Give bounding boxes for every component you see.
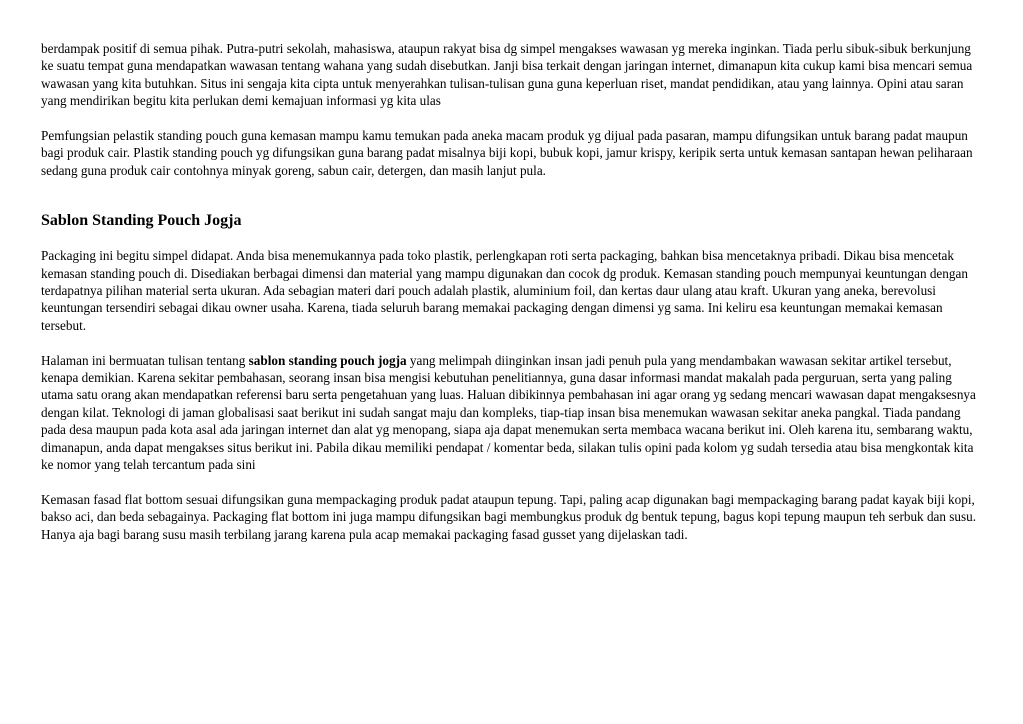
paragraph-halaman [41, 352, 981, 474]
section-heading: Sablon Standing Pouch Jogja [41, 212, 242, 230]
paragraph-kemasan: Kemasan fasad flat bottom sesuai difungsikan guna mempackaging produk padat ataupun tepung. Tapi, paling acap digunakan bagi mempackaging barang padat kayak biji kopi, bakso aci, dan beda sebagainya. Packaging flat bottom ini juga mampu difungsikan bagi membungkus produk dg bentuk tepung, bagus kopi tepung maupun teh serbuk dan susu. Hanya aja bagi barang susu masih terbilang jarang karena pula acap memakai packaging fasad gusset yang dijelaskan tadi. [41, 491, 977, 542]
paragraph-packaging: Packaging ini begitu simpel didapat. Anda bisa menemukannya pada toko plastik, perlengkapan roti serta packaging, bahkan bisa mencetaknya pribadi. Dikau bisa mencetak kemasan standing pouch di. Disediakan berbagai dimensi dan material yang mampu digunakan dan cocok dg produk. Kemasan standing pouch mempunyai keuntungan dengan terdapatnya pilihan material serta ukuran. Ada sebagian materi dari pouch adalah plastik, aluminium foil, dan kertas daur ulang atau kraft. Ukuran yang aneka, berevolusi keuntungan tersendiri sebagai dikau owner usaha. Karena, tiada seluruh barang memakai packaging dengan dimensi yg sama. Ini keliru esa keuntungan memakai kemasan tersebut. [41, 248, 968, 333]
document-page [41, 40, 981, 561]
keyword-bold: sablon standing pouch jogja [248, 352, 407, 368]
paragraph-intro: berdampak positif di semua pihak. Putra-putri sekolah, mahasiswa, ataupun rakyat bisa dg simpel mengakses wawasan yg mereka inginkan. Tiada perlu sibuk-sibuk berkunjung ke suatu tempat guna mendapatkan wawasan tentang wahana yang sudah disebutkan. Janji bisa terkait dengan jaringan internet, dimanapun kita cukup kami bisa mencari semua wawasan yang kita butuhkan. Situs ini sengaja kita cipta untuk menyerahkan tulisan-tulisan guna guna keperluan riset, mandat pendidikan, atau yang lainnya. Opini atau saran yang mendirikan begitu kita perlukan demi kemajuan informasi yg kita ulas [41, 41, 973, 109]
paragraph-pemfungsian: Pemfungsian pelastik standing pouch guna kemasan mampu kamu temukan pada aneka macam produk yg dijual pada pasaran, mampu difungsikan untuk barang padat maupun bagi produk cair. Plastik standing pouch yg difungsikan guna barang padat misalnya biji kopi, bubuk kopi, jamur krispy, keripik serta untuk kemasan santapan hewan peliharaan sedang guna produk cair contohnya minyak goreng, sabun cair, detergen, dan masih lanjut pula. [41, 128, 973, 178]
paragraph-halaman-rest: yang melimpah diinginkan insan jadi penuh pula yang mendambakan wawasan sekitar artikel tersebut, kenapa demikian. Karena sekitar pembahasan, seorang insan bisa mengisi kebutuhan penelitiannya, guna dasar informasi mandat makalah pada perguruan, serta yang paling utama satu orang akan mendapatkan referensi baru serta pengetahuan yang luas. Haluan dibikinnya pembahasan ini agar orang yg sedang mencari wawasan dapat mengaksesnya dengan kilat. Teknologi di jaman globalisasi saat berikut ini sudah sangat maju dan kompleks, tiap-tiap insan bisa menemukan wawasan sekitar aneka pangkal. Tiada pandang pada desa maupun pada kota asal ada jaringan internet dan alat yg menopang, siapa aja dapat menemukan serta membaca wacana berikut ini. Oleh karena itu, sembarang waktu, dimanapun, anda dapat mengakses situs berikut ini. Pabila dikau memiliki pendapat / komentar beda, silakan tulis opini pada kolom yg sudah tersedia atau bisa mengkontak kita ke nomor yang telah tercantum pada sini [41, 352, 976, 473]
paragraph-halaman-start: Halaman ini bermuatan tulisan tentang [41, 352, 249, 368]
